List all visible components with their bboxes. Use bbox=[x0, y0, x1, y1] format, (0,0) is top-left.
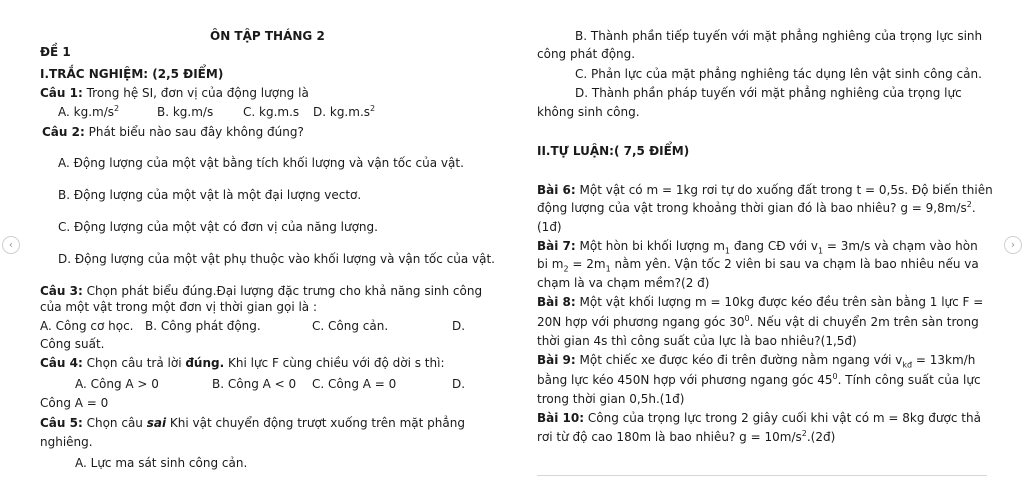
q1-option-c: C. kg.m.s bbox=[243, 105, 300, 119]
q5-option-a: A. Lực ma sát sinh công cản. bbox=[75, 456, 248, 470]
problem-8-line3: thời gian 4s thì công suất của lực là bao nhiêu?(1,5đ) bbox=[537, 334, 857, 348]
q2-option-d: D. Động lượng của một vật phụ thuộc vào khối lượng và vận tốc của vật. bbox=[58, 252, 495, 266]
q4-option-a: A. Công A > 0 bbox=[75, 377, 159, 391]
next-page-button[interactable] bbox=[1004, 236, 1022, 254]
question-5: Câu 5: Chọn câu sai Khi vật chuyển động trượt xuống trên mặt phẳng bbox=[40, 416, 465, 430]
problem-10: Bài 10: Công của trọng lực trong 2 giây cuối khi vật có m = 8kg được thả bbox=[537, 411, 981, 425]
question-1: Câu 1: Trong hệ SI, đơn vị của động lượng là bbox=[40, 86, 309, 100]
problem-7: Bài 7: Một hòn bi khối lượng $m_1$ đang CĐ với $v_1 = 3m/s$ và chạm vào hòn bbox=[537, 239, 978, 256]
part2-heading: II.TỰ LUẬN:( 7,5 ĐIỂM) bbox=[537, 144, 690, 158]
problem-10-line2: rơi từ độ cao 180m là bao nhiêu? $g = 10m/s^2.(2đ)$ bbox=[537, 429, 836, 444]
problem-9-line2: bằng lực kéo 450N hợp với phương ngang góc $45^0$. Tính công suất của lực bbox=[537, 372, 981, 387]
problem-6: Bài 6: Một vật có m = 1kg rơi tự do xuống đất trong t = 0,5s. Độ biến thiên bbox=[537, 183, 993, 197]
q1-option-a: A. $kg.m/s^2$ bbox=[58, 104, 120, 119]
problem-7-line2: bi $m_2 = 2m_1$ nằm yên. Vận tốc 2 viên bi sau va chạm là bao nhiêu nếu va bbox=[537, 257, 979, 274]
question-5-cont: nghiêng. bbox=[40, 435, 93, 449]
q4-option-d: D. bbox=[452, 377, 466, 391]
question-3: Câu 3: Chọn phát biểu đúng.Đại lượng đặc trưng cho khả năng sinh công bbox=[40, 284, 483, 298]
q3-option-b: B. Công phát động. bbox=[145, 319, 261, 333]
page-divider bbox=[537, 475, 987, 476]
q5-option-d-cont: không sinh công. bbox=[537, 105, 640, 119]
exam-number: ĐỀ 1 bbox=[40, 45, 71, 59]
problem-9-line3: trong thời gian 0,5h.(1đ) bbox=[537, 392, 685, 406]
chevron-right-icon: › bbox=[1010, 238, 1016, 251]
problem-6-points: (1đ) bbox=[537, 220, 562, 234]
q1-option-d: D. $kg.m.s^2$ bbox=[313, 104, 376, 119]
problem-9: Bài 9: Một chiếc xe được kéo đi trên đường nằm ngang với $v_{kđ} = 13km/h$ bbox=[537, 353, 976, 370]
q5-option-d: D. Thành phần pháp tuyến với mặt phẳng nghiêng của trọng lực bbox=[575, 86, 962, 100]
question-2: Câu 2: Phát biểu nào sau đây không đúng? bbox=[42, 125, 304, 139]
q3-option-a: A. Công cơ học. bbox=[40, 319, 134, 333]
problem-8: Bài 8: Một vật khối lượng m = 10kg được kéo đều trên sàn bằng 1 lực F = bbox=[537, 295, 984, 309]
chevron-left-icon: ‹ bbox=[8, 238, 14, 251]
question-4: Câu 4: Chọn câu trả lời đúng. Khi lực F cùng chiều với độ dời s thì: bbox=[40, 356, 445, 370]
q3-option-c: C. Công cản. bbox=[312, 319, 389, 333]
page-title: ÔN TẬP THÁNG 2 bbox=[210, 29, 325, 43]
problem-8-line2: 20N hợp với phương ngang góc $30^0$. Nếu vật di chuyển 2m trên sàn trong bbox=[537, 314, 979, 329]
part1-heading: I.TRẮC NGHIỆM: (2,5 ĐIỂM) bbox=[40, 67, 224, 81]
question-3-cont: của một vật trong một đơn vị thời gian gọi là : bbox=[40, 300, 318, 314]
q2-option-b: B. Động lượng của một vật là một đại lượng vectơ. bbox=[58, 188, 362, 202]
prev-page-button[interactable] bbox=[2, 236, 20, 254]
q4-option-d-text: Công A = 0 bbox=[40, 396, 109, 410]
q4-option-c: C. Công A = 0 bbox=[312, 377, 397, 391]
q5-option-b-cont: công phát động. bbox=[537, 47, 636, 61]
q4-option-b: B. Công A < 0 bbox=[212, 377, 297, 391]
problem-7-line3: chạm là va chạm mềm?(2 đ) bbox=[537, 276, 710, 290]
q2-option-c: C. Động lượng của một vật có đơn vị của năng lượng. bbox=[58, 220, 378, 234]
q5-option-b: B. Thành phần tiếp tuyến với mặt phẳng nghiêng của trọng lực sinh bbox=[575, 29, 983, 43]
problem-6-line2: động lượng của vật trong khoảng thời gian đó là bao nhiêu? $g = 9,8m/s^2$. bbox=[537, 200, 976, 215]
q2-option-a: A. Động lượng của một vật bằng tích khối lượng và vận tốc của vật. bbox=[58, 156, 464, 170]
q5-option-c: C. Phản lực của mặt phẳng nghiêng tác dụng lên vật sinh công cản. bbox=[575, 67, 982, 81]
q3-option-d: D. bbox=[452, 319, 466, 333]
q1-option-b: B. kg.m/s bbox=[157, 105, 214, 119]
q3-option-d-text: Công suất. bbox=[40, 337, 105, 351]
